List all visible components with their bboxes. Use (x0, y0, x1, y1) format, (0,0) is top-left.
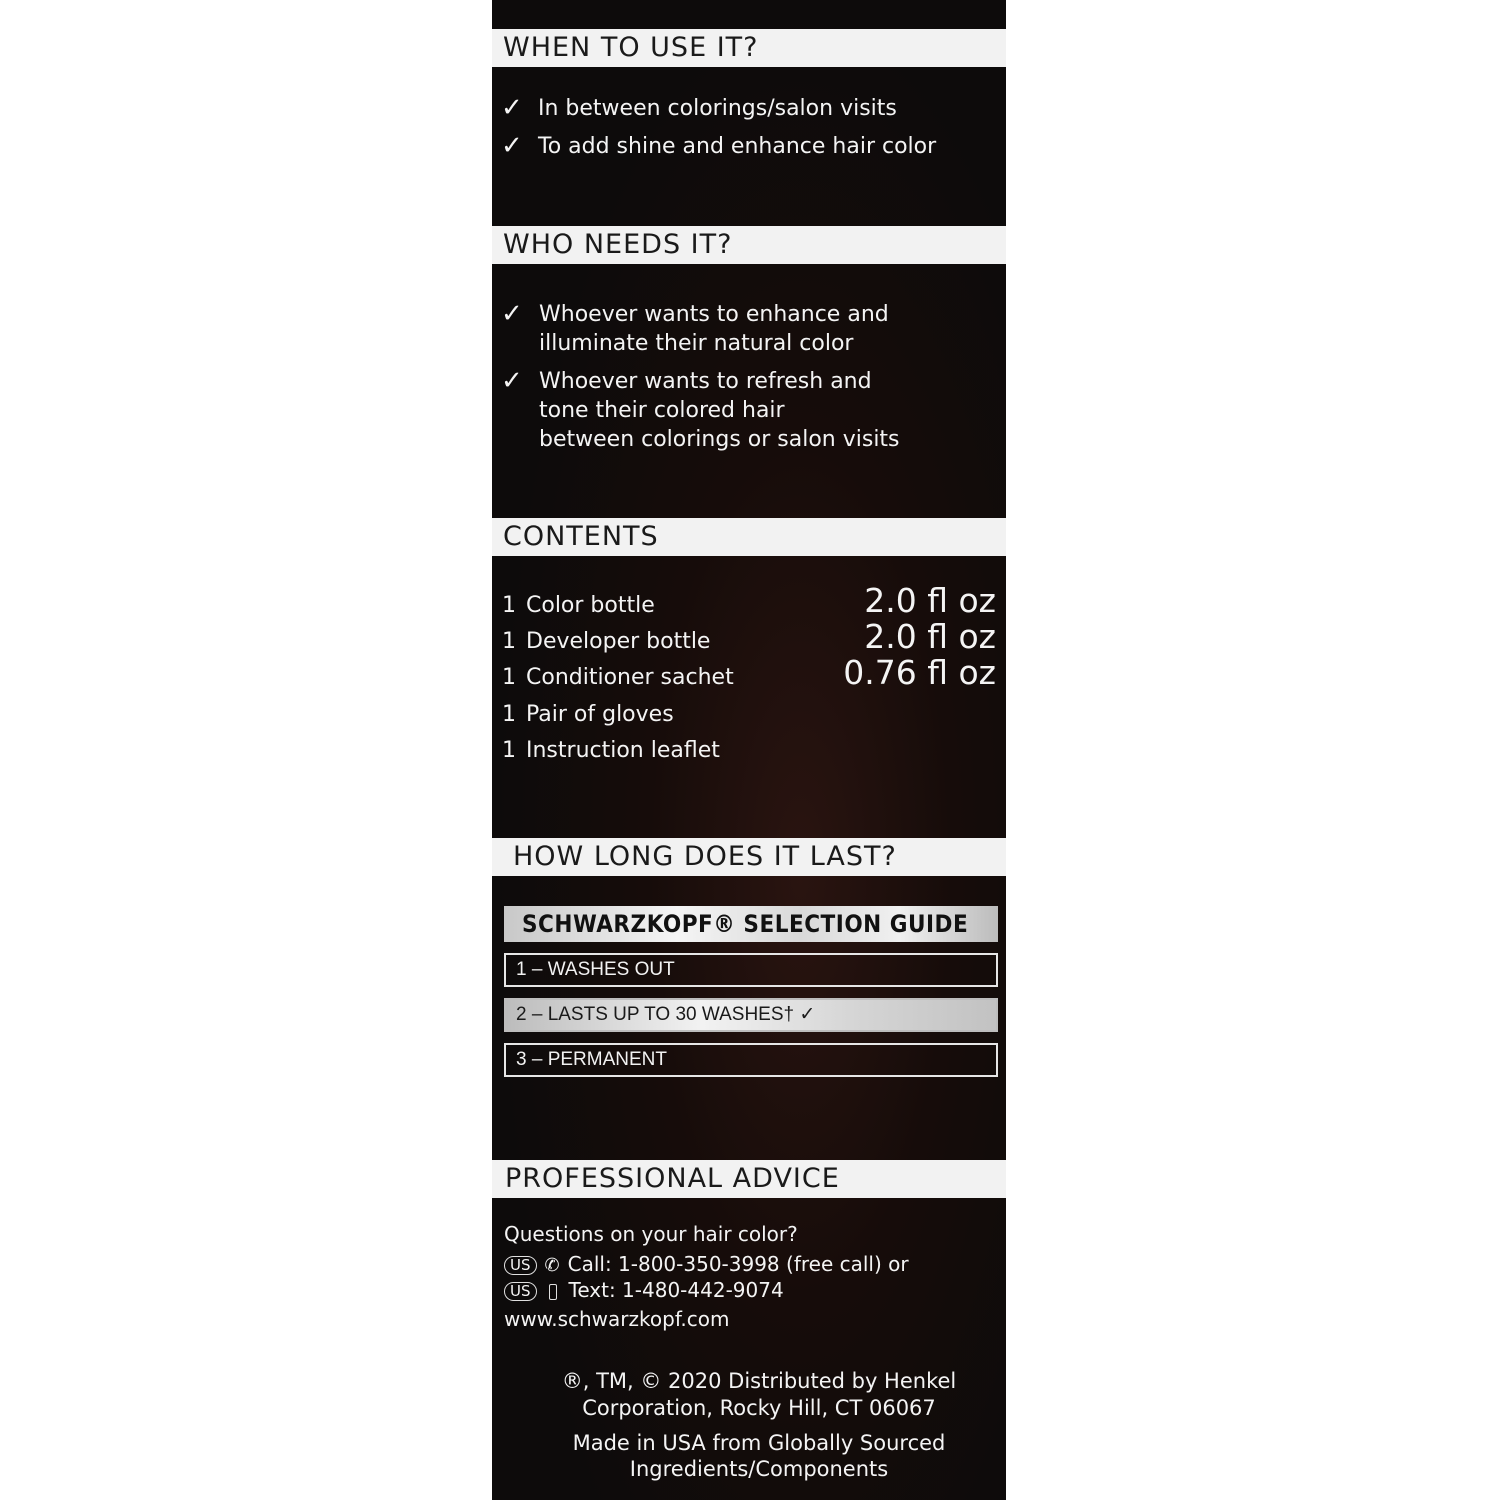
legal-line: Corporation, Rocky Hill, CT 06067 (582, 1396, 936, 1420)
text-number: Text: 1-480-442-9074 (568, 1278, 784, 1302)
volume-value: 0.76 fl oz (843, 653, 996, 692)
contents-item: Pair of gloves (526, 702, 674, 727)
website: www.schwarzkopf.com (504, 1307, 730, 1331)
contents-qty: 1 (502, 629, 516, 654)
section-heading-contents: CONTENTS (492, 518, 1006, 556)
phone-icon: ✆ (544, 1255, 560, 1276)
who-item-line: illuminate their natural color (539, 331, 854, 356)
guide-option-permanent: 3 – PERMANENT (504, 1043, 998, 1077)
section-heading-last: HOW LONG DOES IT LAST? (492, 838, 1006, 876)
when-item: To add shine and enhance hair color (538, 134, 937, 159)
section-heading-when: WHEN TO USE IT? (492, 29, 1006, 67)
who-item-line: tone their colored hair (539, 398, 785, 423)
contents-qty: 1 (502, 665, 516, 690)
when-item: In between colorings/salon visits (538, 96, 897, 121)
volume-value: 2.0 fl oz (864, 617, 996, 656)
advice-call-line (504, 1251, 909, 1279)
contents-item: Color bottle (526, 593, 655, 618)
contents-qty: 1 (502, 702, 516, 727)
legal-line: ®, TM, © 2020 Distributed by Henkel (561, 1369, 957, 1393)
contents-item: Developer bottle (526, 629, 711, 654)
who-item-line: between colorings or salon visits (539, 427, 900, 452)
check-icon: ✓ (501, 131, 523, 161)
advice-text-line (504, 1277, 784, 1303)
section-heading-advice: PROFESSIONAL ADVICE (492, 1160, 1006, 1198)
section-heading-who: WHO NEEDS IT? (492, 226, 1006, 264)
guide-option-washes-out: 1 – WASHES OUT (504, 953, 998, 987)
check-icon: ✓ (501, 299, 523, 329)
selection-guide-title: SCHWARZKOPF® SELECTION GUIDE (504, 906, 998, 942)
legal-line: Made in USA from Globally Sourced (572, 1431, 946, 1455)
contents-qty: 1 (502, 738, 516, 763)
contents-qty: 1 (502, 593, 516, 618)
check-icon: ✓ (501, 93, 523, 123)
advice-question: Questions on your hair color? (504, 1222, 798, 1246)
legal-line: Ingredients/Components (629, 1457, 889, 1481)
call-number: Call: 1-800-350-3998 (free call) or (567, 1252, 909, 1276)
us-badge: US (504, 1256, 537, 1275)
check-icon: ✓ (501, 366, 523, 396)
us-badge: US (504, 1282, 537, 1301)
contents-item: Instruction leaflet (526, 738, 720, 763)
who-item-line: Whoever wants to enhance and (539, 302, 889, 327)
package-side-panel (492, 0, 1006, 1500)
guide-option-lasts-30-washes-selected: 2 – LASTS UP TO 30 WASHES† ✓ (504, 998, 998, 1032)
who-item-line: Whoever wants to refresh and (539, 369, 872, 394)
contents-item: Conditioner sachet (526, 665, 734, 690)
volume-value: 2.0 fl oz (864, 581, 996, 620)
mobile-phone-icon (549, 1284, 557, 1300)
